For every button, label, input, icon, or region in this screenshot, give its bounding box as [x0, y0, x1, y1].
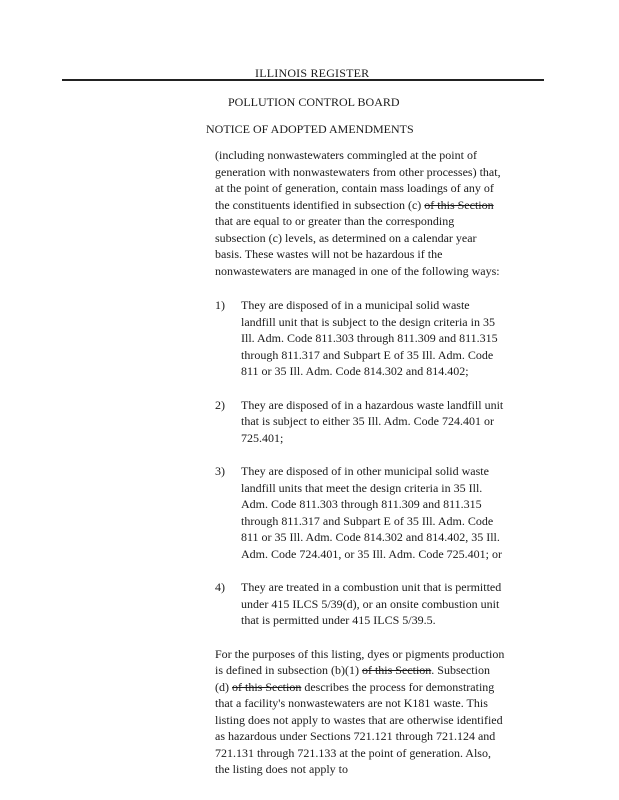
- item-number: 1): [215, 298, 225, 312]
- item-text: They are disposed of in other municipal solid waste landfill units that meet the design criteria in 35 Ill. Adm. Code 811.303 through 811.309 and 811.315 through 811.317 and Subpart E of 35 Ill. Adm. Code 811 or 35 Ill. Adm. Code 814.302 and 814.402, 35 Ill. Adm. Code 724.401, or 35 Ill. Adm. Code 725.401; or: [241, 464, 502, 561]
- notice-heading: NOTICE OF ADOPTED AMENDMENTS: [206, 122, 414, 136]
- list-item: [215, 397, 505, 447]
- register-title: ILLINOIS REGISTER: [255, 66, 370, 80]
- list-item: [215, 463, 505, 562]
- item-number: 3): [215, 464, 225, 478]
- item-text: They are treated in a combustion unit that is permitted under 415 ILCS 5/39(d), or an onsite combustion unit that is permitted under 415 ILCS 5/39.5.: [241, 580, 502, 627]
- closing-text-1: For the purposes of this listing, dyes or pigments production is defined in subsection (b)(1): [215, 646, 505, 677]
- lead-text-2: that are equal to or greater than the corresponding subsection (c) levels, as determined on a calendar year basis. These wastes will not be hazardous if the nonwastewaters are managed in one of the following ways:: [215, 214, 500, 278]
- list-item: [215, 579, 505, 629]
- lead-paragraph: [215, 147, 505, 279]
- item-text: They are disposed of in a municipal solid waste landfill unit that is subject to the design criteria in 35 Ill. Adm. Code 811.303 through 811.309 and 811.315 through 811.317 and Subpart E of 35 Ill. Adm. Code 811 or 35 Ill. Adm. Code 814.302 and 814.402;: [241, 298, 498, 378]
- header-rule: [62, 79, 544, 81]
- closing-text-3: describes the process for demonstrating that a facility's nonwastewaters are not K181 waste. This listing does not apply to wastes that are otherwise identified as hazardous under Sections 721.121 through 721.124 and 721.131 through 721.133 at the point of generation. Also, the listing does not apply to: [215, 679, 503, 776]
- item-text: They are disposed of in a hazardous waste landfill unit that is subject to either 35 Ill. Adm. Code 724.401 or 725.401;: [241, 397, 504, 445]
- closing-text-2: . Subsection (d): [215, 663, 490, 694]
- item-number: 4): [215, 580, 225, 594]
- body-text: [215, 147, 505, 778]
- lead-text-1: (including nonwastewaters commingled at the point of generation with nonwastewaters from other processes) that, at the point of generation, contain mass loadings of any of the constituents identified in subsection (c): [215, 148, 501, 212]
- closing-deleted-text-1: of this Section: [361, 663, 432, 677]
- closing-paragraph: [215, 646, 505, 778]
- closing-deleted-text-2: of this Section: [232, 679, 302, 694]
- lead-deleted-text: of this Section: [424, 197, 494, 212]
- board-name: POLLUTION CONTROL BOARD: [228, 95, 400, 109]
- item-number: 2): [215, 397, 225, 412]
- list-item: [215, 297, 505, 380]
